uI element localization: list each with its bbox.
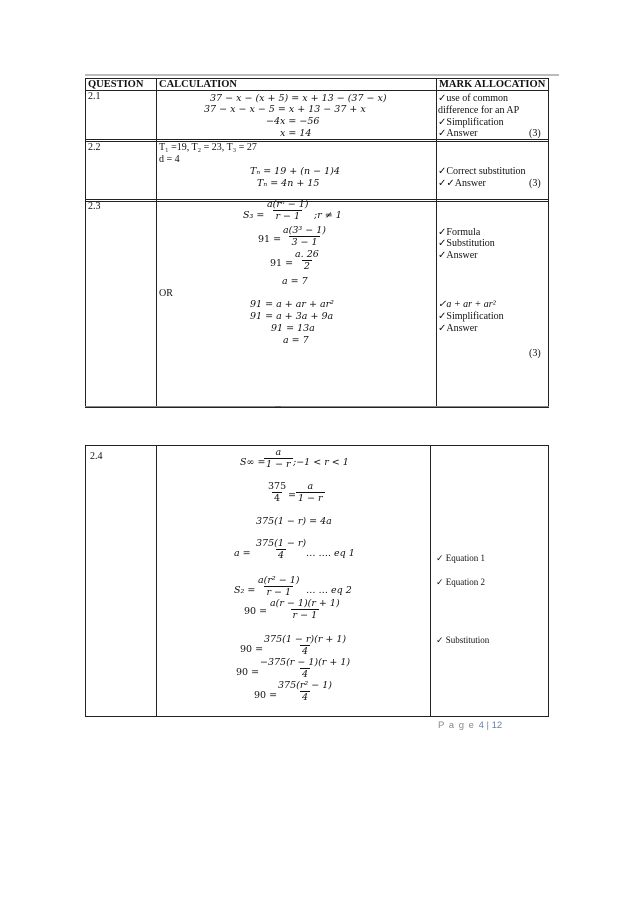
- q2-4-eq2-right-numerator: a: [307, 481, 314, 492]
- q2-2-given-difference: d = 4: [159, 154, 180, 165]
- q2-3-mark-substitution: ✓Substitution: [438, 238, 495, 249]
- q2-1-line-4: x = 14: [280, 128, 312, 139]
- q2-4-mark-equation-1: ✓ Equation 1: [436, 553, 486, 563]
- q2-4-eq7-numerator: 375(1 − r)(r + 1): [264, 634, 347, 645]
- q2-4-eq6-numerator: a(r − 1)(r + 1): [270, 598, 340, 609]
- q2-4-eq2-right-denominator: 1 − r: [298, 493, 323, 504]
- header-mark-allocation: MARK ALLOCATION: [439, 79, 546, 90]
- q2-4-eq9-fraction: [276, 680, 334, 703]
- q2-3-line3-fraction: [293, 249, 321, 272]
- q2-3-line2-denominator: 3 − 1: [291, 237, 318, 248]
- q2-3-line3-denominator: 2: [303, 261, 310, 272]
- q2-1-mark-1: ✓use of common: [438, 93, 509, 104]
- q2-1-line-1: 37 − x − (x + 5) = x + 13 − (37 − x): [210, 93, 387, 104]
- q2-4-sinf-condition: ;−1 < r < 1: [293, 457, 349, 468]
- q2-3-total: (3): [529, 348, 541, 359]
- q2-4-eq7-fraction: [262, 634, 348, 657]
- q2-4-sinf-denominator: 1 − r: [266, 459, 291, 470]
- q2-4-eq7-denominator: 4: [302, 646, 309, 657]
- q2-4-eq2-equals: =: [288, 490, 296, 501]
- q2-4-sinf-lhs: S∞ =: [240, 457, 266, 468]
- row-rule-2-1: [86, 139, 548, 142]
- q2-3-mark-formula: ✓Formula: [438, 227, 481, 238]
- q2-4-sinf-fraction: [264, 447, 293, 470]
- q2-4-eq2-left-denominator: 4: [274, 493, 281, 504]
- header-calculation: CALCULATION: [159, 79, 237, 90]
- q2-4-eq2-right-fraction: [296, 481, 325, 504]
- question-number-2-3: 2.3: [88, 201, 101, 212]
- q2-3-alt-mark-simplification: ✓Simplification: [438, 311, 504, 322]
- q2-3-alt-line-2: 91 = a + 3a + 9a: [250, 311, 334, 322]
- q2-3-s3-lhs: S₃ =: [243, 210, 265, 221]
- question-number-2-1: 2.1: [88, 91, 101, 102]
- column-divider-marks: [436, 79, 437, 407]
- q2-3-alt-mark-expression: ✓a + ar + ar²: [438, 299, 496, 310]
- q2-3-line2-numerator: a(3³ − 1): [283, 225, 326, 236]
- q2-4-eq4-numerator: 375(1 − r): [256, 538, 307, 549]
- page-footer: [438, 720, 502, 731]
- q2-4-eq4-tag: … …. eq 1: [306, 548, 355, 559]
- q2-4-eq7-lhs: 90 =: [240, 644, 264, 655]
- q2-4-eq5-numerator: a(r² − 1): [258, 575, 300, 586]
- q2-4-eq6-fraction: [268, 598, 342, 621]
- q2-4-eq9-lhs: 90 =: [254, 690, 278, 701]
- q2-3-s3-numerator: a(rⁿ − 1): [267, 199, 309, 210]
- q2-4-eq8-lhs: 90 =: [236, 667, 260, 678]
- q2-4-eq8-denominator: 4: [302, 669, 309, 680]
- q2-4-mark-equation-2: ✓ Equation 2: [436, 577, 486, 587]
- q2-4-eq8-fraction: [258, 657, 352, 680]
- column-divider-question: [156, 79, 157, 407]
- q2-3-alt-line-1: 91 = a + ar + ar²: [250, 299, 334, 310]
- header-question: QUESTION: [88, 79, 144, 90]
- table-bottom-rule: [85, 406, 549, 407]
- q2-4-eq5-tag: … … eq 2: [306, 585, 352, 596]
- column-divider-question-2: [156, 446, 157, 716]
- q2-2-mark-2: ✓✓Answer: [438, 178, 486, 189]
- q2-4-sinf-numerator: a: [275, 447, 282, 458]
- q2-4-eq8-numerator: −375(r − 1)(r + 1): [260, 657, 351, 668]
- q2-3-s3-denominator: r − 1: [275, 211, 301, 222]
- page-label: P a g e: [438, 720, 475, 731]
- q2-1-line-2: 37 − x − x − 5 = x + 13 − 37 + x: [204, 104, 366, 115]
- q2-2-total: (3): [529, 178, 541, 189]
- q2-3-line3-lhs: 91 =: [270, 258, 294, 269]
- q2-3-line3-numerator: a. 26: [295, 249, 319, 260]
- q2-4-mark-substitution: ✓ Substitution: [436, 635, 490, 645]
- column-divider-marks-2: [430, 446, 431, 716]
- question-number-2-4: 2.4: [90, 451, 103, 462]
- q2-3-alt-line-4: a = 7: [283, 335, 309, 346]
- q2-3-alt-mark-answer: ✓Answer: [438, 323, 478, 334]
- q2-4-eq9-denominator: 4: [301, 692, 308, 703]
- q2-1-total: (3): [529, 128, 541, 139]
- row-rule-2-2: [86, 199, 548, 202]
- q2-4-eq4-denominator: 4: [278, 550, 285, 561]
- q2-4-eq3: 375(1 − r) = 4a: [256, 516, 332, 527]
- q2-3-line4: a = 7: [282, 276, 308, 287]
- q2-3-alt-line-3: 91 = 13a: [271, 323, 315, 334]
- q2-3-line2-fraction: [281, 225, 328, 248]
- q2-4-eq2-left-fraction: [266, 481, 288, 504]
- q2-4-eq5-fraction: [256, 575, 301, 598]
- header-rule: [86, 90, 548, 91]
- header-shadow-line: [85, 74, 559, 76]
- q2-2-mark-1: ✓Correct substitution: [438, 166, 526, 177]
- question-number-2-2: 2.2: [88, 142, 101, 153]
- table-bottom-tick: [275, 406, 281, 407]
- q2-4-eq5-lhs: S₂ =: [234, 585, 256, 596]
- q2-4-eq6-denominator: r − 1: [292, 610, 318, 621]
- q2-1-line-3: −4x = −56: [266, 116, 320, 127]
- q2-3-s3-condition: ;r ≠ 1: [314, 210, 342, 221]
- q2-3-s3-fraction: [265, 199, 311, 222]
- q2-2-line-2: Tₙ = 4n + 15: [257, 178, 320, 189]
- q2-4-eq4-lhs: a =: [234, 548, 251, 559]
- q2-2-given-terms: T₁ =19, T₂ = 23, T₃ = 27: [159, 142, 257, 153]
- q2-4-eq5-denominator: r − 1: [266, 587, 292, 598]
- q2-1-mark-3: ✓Simplification: [438, 117, 504, 128]
- q2-3-mark-answer: ✓Answer: [438, 250, 478, 261]
- q2-2-line-1: Tₙ = 19 + (n − 1)4: [250, 166, 340, 177]
- q2-1-mark-4: ✓Answer: [438, 128, 478, 139]
- q2-3-or-label: OR: [159, 288, 173, 299]
- page-number: 4 | 12: [478, 720, 503, 731]
- q2-1-mark-2: difference for an AP: [438, 105, 520, 116]
- q2-3-line2-lhs: 91 =: [258, 234, 282, 245]
- q2-4-eq9-numerator: 375(r² − 1): [278, 680, 332, 691]
- q2-4-eq2-left-numerator: 375: [268, 481, 287, 492]
- q2-4-eq6-lhs: 90 =: [244, 606, 268, 617]
- q2-4-eq4-fraction: [254, 538, 308, 561]
